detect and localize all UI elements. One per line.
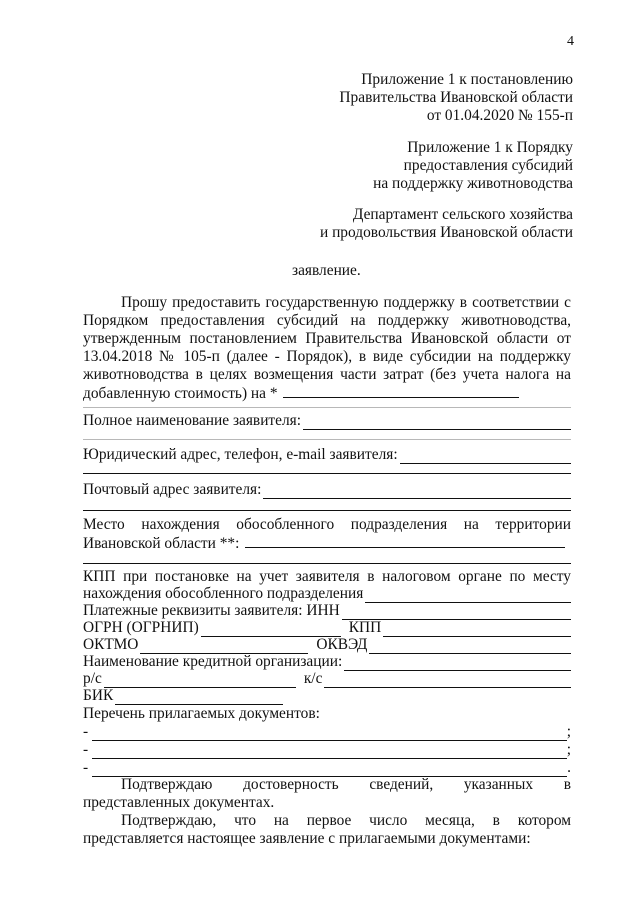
accounts-row (83, 670, 571, 688)
account-label: р/с (83, 670, 102, 687)
bik-label: БИК (83, 687, 114, 704)
approval-header (153, 71, 573, 125)
postal-address-field[interactable] (263, 485, 571, 499)
kpp-field[interactable] (383, 623, 571, 637)
ogrn-label: ОГРН (ОГРНИП) (83, 619, 199, 636)
kpp-label: КПП (348, 619, 382, 636)
okved-label: ОКВЭД (316, 636, 368, 653)
list-item (83, 741, 571, 759)
branch-location-block (83, 516, 571, 553)
list-item-prefix: - (83, 759, 89, 776)
kpp-branch-label: нахождения обособленного подразделения (83, 585, 364, 602)
list-item-prefix: - (83, 723, 89, 740)
oktmo-field[interactable] (140, 640, 308, 654)
appendix-header-line: Приложение 1 к Порядку (407, 139, 573, 156)
ogrn-field[interactable] (201, 623, 341, 637)
bik-field[interactable] (115, 691, 283, 705)
blank-line (83, 472, 571, 474)
blank-line (83, 562, 571, 564)
list-item (83, 759, 571, 777)
page-number: 4 (567, 34, 574, 49)
document-entry-field[interactable] (92, 727, 567, 741)
intro-paragraph (83, 294, 571, 403)
inn-field[interactable] (342, 606, 571, 620)
blank-line (83, 509, 571, 511)
document-entry-field[interactable] (92, 745, 567, 759)
document-title: заявление. (292, 262, 361, 279)
intro-text: Прошу предоставить государственную поддержку в соответствии с Порядком предоставления субсидий на поддержку животноводства, утвержденным постановлением Правительства Ивановской области от 13.04.2018 № 105-п (далее - Порядок), в виде субсидии на поддержку животноводства в целях возмещения части затрат (без учета налога на добавленную стоимость) на * (83, 294, 571, 402)
kpp-branch-field[interactable] (365, 589, 571, 603)
oktmo-label: ОКТМО (83, 636, 139, 653)
bik-row (83, 687, 571, 705)
legal-address-row (83, 446, 571, 464)
postal-address-label: Почтовый адрес заявителя: (83, 481, 262, 498)
appendix-header-line: предоставления субсидий (403, 157, 573, 174)
addressee-line: и продовольствия Ивановской области (319, 224, 573, 241)
list-item-prefix: - (83, 741, 89, 758)
inn-label: Платежные реквизиты заявителя: ИНН (83, 602, 340, 619)
postal-address-row (83, 481, 571, 499)
confirmation-paragraph: Подтверждаю достоверность сведений, указанных в представленных документах. (83, 776, 571, 811)
bank-label: Наименование кредитной организации: (83, 653, 343, 670)
corr-account-label: к/с (303, 670, 323, 687)
approval-header-line: Правительства Ивановской области (339, 89, 573, 106)
appendix-header-line: на поддержку животноводства (373, 175, 573, 192)
docs-list-label: Перечень прилагаемых документов: (83, 705, 320, 722)
kpp-branch-line1: КПП при постановке на учет заявителя в налоговом органе по месту (83, 568, 571, 585)
confirmation-paragraph: Подтверждаю, что на первое число месяца, в котором представляется настоящее заявление с прилагаемыми документами: (83, 812, 571, 847)
branch-location-field[interactable] (245, 534, 565, 548)
blank-line (83, 406, 571, 408)
account-field[interactable] (104, 674, 296, 688)
appendix-header (153, 139, 573, 193)
addressee-block (153, 206, 573, 242)
subsidy-purpose-field[interactable] (283, 384, 519, 398)
list-item (83, 723, 571, 741)
oktmo-okved-row (83, 636, 571, 654)
okved-field[interactable] (369, 640, 571, 654)
blank-line (83, 438, 571, 440)
legal-address-field[interactable] (400, 450, 571, 464)
branch-location-label: Место нахождения обособленного подразделения на территории Ивановской области **: (83, 516, 571, 552)
document-entry-field[interactable] (92, 763, 567, 777)
full-name-label: Полное наименование заявителя: (83, 412, 302, 429)
addressee-line: Департамент сельского хозяйства (352, 206, 573, 223)
bank-field[interactable] (344, 657, 571, 671)
inn-row (83, 602, 571, 620)
kpp-branch-row (83, 585, 571, 603)
full-name-field[interactable] (303, 416, 571, 430)
approval-header-line: от 01.04.2020 № 155-п (426, 107, 573, 124)
list-item-suffix: ; (566, 741, 571, 758)
approval-header-line: Приложение 1 к постановлению (361, 71, 573, 88)
legal-address-label: Юридический адрес, телефон, e-mail заявителя: (83, 446, 398, 463)
ogrn-kpp-row (83, 619, 571, 637)
list-item-suffix: . (567, 759, 571, 776)
corr-account-field[interactable] (324, 674, 571, 688)
bank-row (83, 653, 571, 671)
list-item-suffix: ; (566, 723, 571, 740)
full-name-row (83, 412, 571, 430)
